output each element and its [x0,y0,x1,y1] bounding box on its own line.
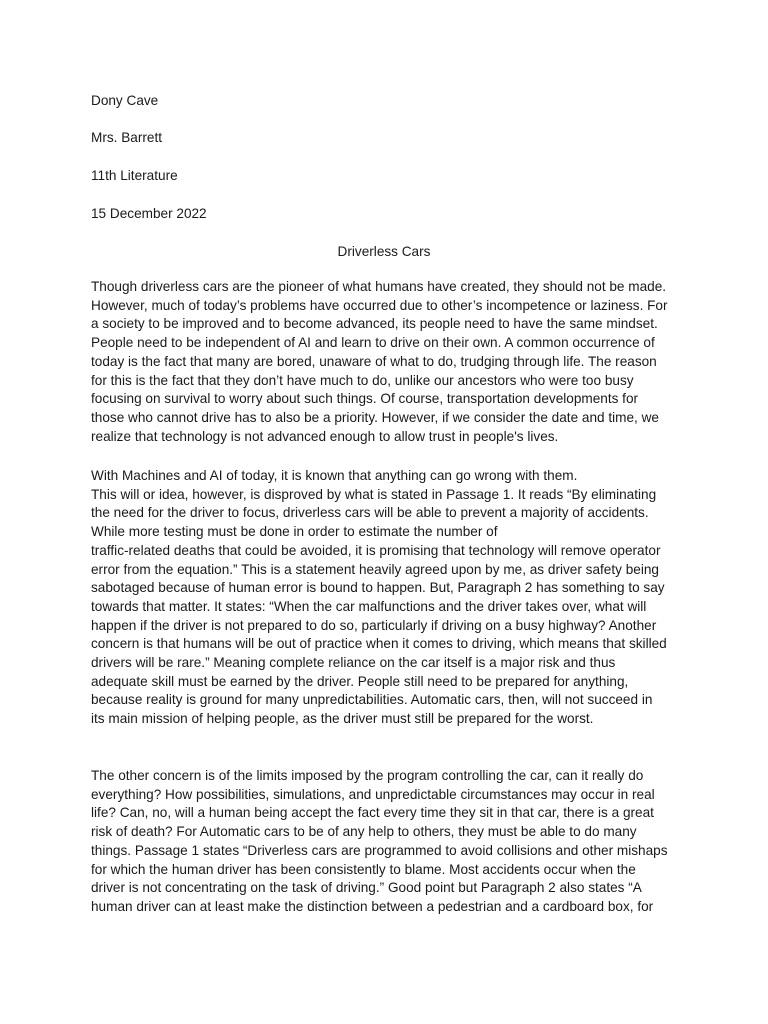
course-name: 11th Literature [91,168,178,183]
paragraph-line: realize that technology is not advanced enough to allow trust in people's lives. [91,428,559,444]
paragraph-line: The other concern is of the limits imposed by the program controlling the car, can it really do [91,768,644,783]
essay-date: 15 December 2022 [91,206,207,221]
paragraph-line: While more testing must be done in order to estimate the number of [91,524,498,540]
paragraph-line: Though driverless cars are the pioneer of what humans have created, they should not be made. [91,279,667,294]
paragraph-line: a society to be improved and to become advanced, its people need to have the same mindset. [91,316,658,332]
author-name: Dony Cave [91,93,159,108]
paragraph-line: its main mission of helping people, as the driver must still be prepared for the worst. [91,711,594,727]
paragraph-line: drivers will be rare.” Meaning complete reliance on the car itself is a major risk and thus [91,655,616,671]
paragraph-line: driver is not concentrating on the task of driving.” Good point but Paragraph 2 also states “A [91,880,642,896]
paragraph-3 [91,767,691,917]
paragraph-line: for this is the fact that they don’t have much to do, unlike our ancestors who were too busy [91,372,634,388]
paragraph-line: risk of death? For Automatic cars to be of any help to others, they must be able to do many [91,824,637,840]
essay-title: Driverless Cars [337,244,431,259]
paragraph-line: life? Can, no, will a human being accept the fact every time they sit in that car, there is a great [91,805,654,821]
paragraph-line: error from the equation.” This is a statement heavily agreed upon by me, as driver safety being [91,561,659,577]
paragraph-line: happen if the driver is not prepared to do so, particularly if driving on a busy highway? Another [91,617,657,633]
paragraph-line: things. Passage 1 states “Driverless cars are programmed to avoid collisions and other mishaps [91,842,668,858]
paragraph-line: towards that matter. It states: “When the car malfunctions and the driver takes over, what will [91,598,647,614]
paragraph-line: those who cannot drive has to also be a priority. However, if we consider the date and time, we [91,409,659,425]
paragraph-line: concern is that humans will be out of practice when it comes to driving, which means that skilled [91,636,667,652]
paragraph-line: sabotaged because of human error is bound to happen. But, Paragraph 2 has something to say [91,580,665,596]
paragraph-line: People need to be independent of AI and learn to drive on their own. A common occurrence of [91,335,655,351]
paragraph-line: human driver can at least make the distinction between a pedestrian and a cardboard box, for [91,898,654,914]
paragraph-line: focusing on survival to worry about such things. Of course, transportation developments for [91,391,639,407]
paragraph-2 [91,467,691,729]
paragraph-line: This will or idea, however, is disproved by what is stated in Passage 1. It reads “By eliminating [91,486,657,502]
paragraph-1 [91,278,691,446]
paragraph-line: today is the fact that many are bored, unaware of what to do, trudging through life. The reason [91,353,657,369]
paragraph-line: traffic-related deaths that could be avoided, it is promising that technology will remove operator [91,542,661,558]
paragraph-line: for which the human driver has been consistently to blame. Most accidents occur when the [91,861,636,877]
paragraph-line: With Machines and AI of today, it is known that anything can go wrong with them. [91,468,578,483]
paragraph-line: the need for the driver to focus, driverless cars will be able to prevent a majority of accidents. [91,505,649,521]
paragraph-line: However, much of today’s problems have occurred due to other’s incompetence or laziness. For [91,297,668,313]
paragraph-line: because reality is ground for many unpredictabilities. Automatic cars, then, will not succeed in [91,692,653,708]
paragraph-line: adequate skill must be earned by the driver. People still need to be prepared for anything, [91,673,629,689]
paragraph-line: everything? How possibilities, simulations, and unpredictable circumstances may occur in real [91,786,655,802]
teacher-name: Mrs. Barrett [91,130,162,145]
